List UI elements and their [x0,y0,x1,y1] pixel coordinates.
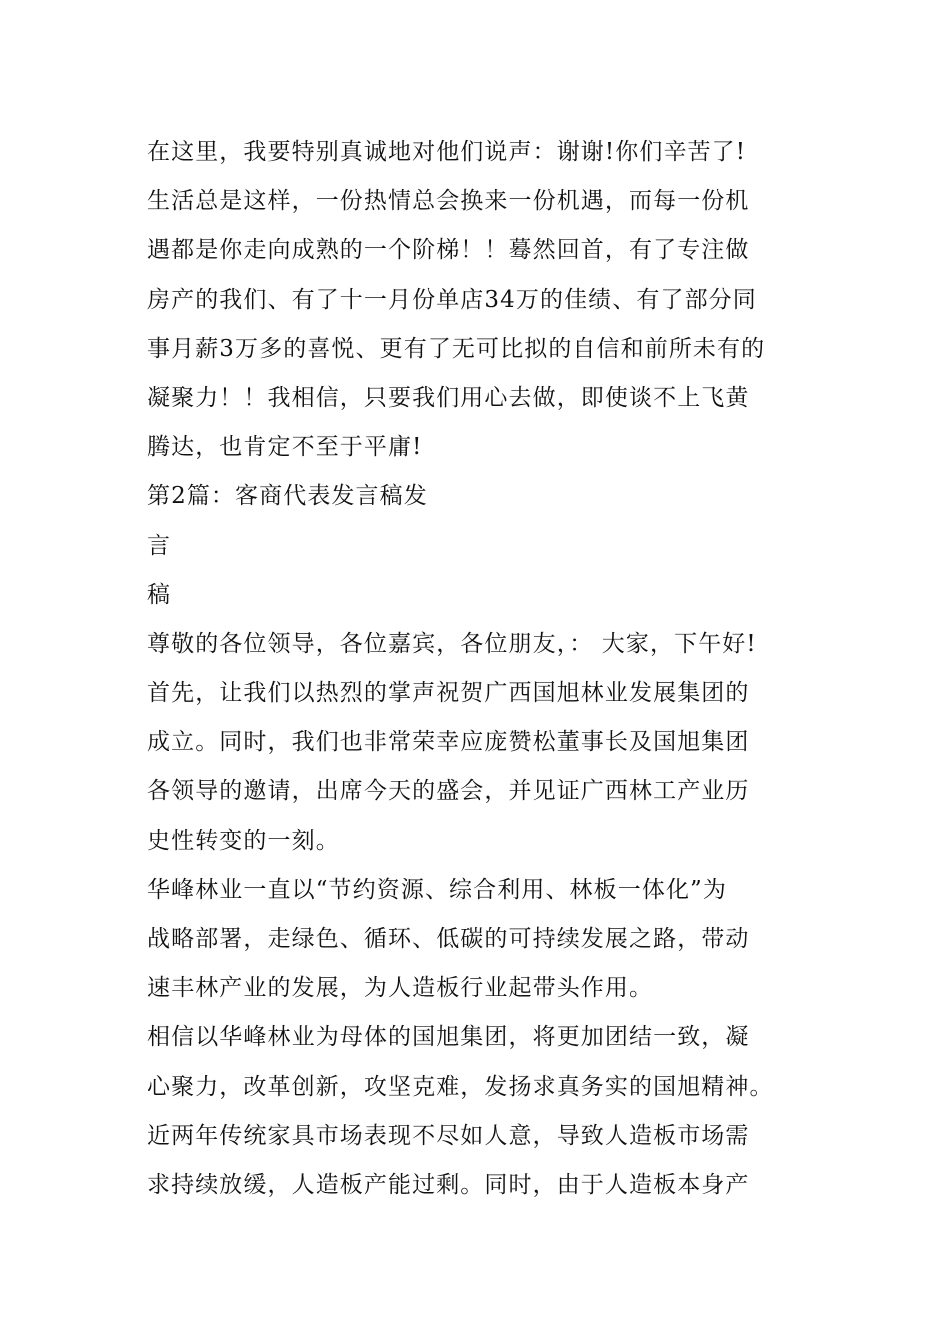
text-line: 战略部署，走绿色、循环、低碳的可持续发展之路，带动 [147,926,750,952]
section-heading-continuation: 言 [147,532,172,559]
text-line: 史性转变的一刻。 [147,827,340,854]
text-line: 成立。同时，我们也非常荣幸应庞赞松董事长及国旭集团 [147,729,750,756]
section-heading: 第2篇：客商代表发言稿发 [147,483,428,510]
text-line: 房产的我们、有了十一月份单店34万的佳绩、有了部分同 [147,286,757,313]
text-line: 各领导的邀请，出席今天的盛会，并见证广西林工产业历 [147,778,750,805]
text-line: 腾达，也肯定不至于平庸! [147,434,423,461]
text-line: 近两年传统家具市场表现不尽如人意，导致人造板市场需 [147,1122,750,1149]
text-line: 相信以华峰林业为母体的国旭集团，将更加团结一致，凝 [147,1024,750,1051]
text-line: 华峰林业一直以“节约资源、综合利用、林板一体化”为 [147,876,728,903]
text-line: 首先，让我们以热烈的掌声祝贺广西国旭林业发展集团的 [147,680,750,707]
text-line: 生活总是这样，一份热情总会换来一份机遇，而每一份机 [147,188,750,215]
text-line: 求持续放缓，人造板产能过剩。同时，由于人造板本身产 [147,1171,750,1198]
text-line: 遇都是你走向成熟的一个阶梯！！蓦然回首，有了专注做 [147,237,750,264]
text-line: 凝聚力！！我相信，只要我们用心去做，即使谈不上飞黄 [147,384,750,411]
text-line: 尊敬的各位领导，各位嘉宾，各位朋友，： 大家，下午好! [147,630,757,657]
text-line: 在这里，我要特别真诚地对他们说声：谢谢!你们辛苦了! [147,139,747,165]
section-heading-continuation: 稿 [147,581,172,608]
document-body [147,128,807,1210]
text-line: 心聚力，改革创新，攻坚克难，发扬求真务实的国旭精神。 [147,1073,774,1100]
text-line: 速丰林产业的发展，为人造板行业起带头作用。 [147,975,654,1002]
text-line: 事月薪3万多的喜悦、更有了无可比拟的自信和前所未有的 [147,335,766,362]
